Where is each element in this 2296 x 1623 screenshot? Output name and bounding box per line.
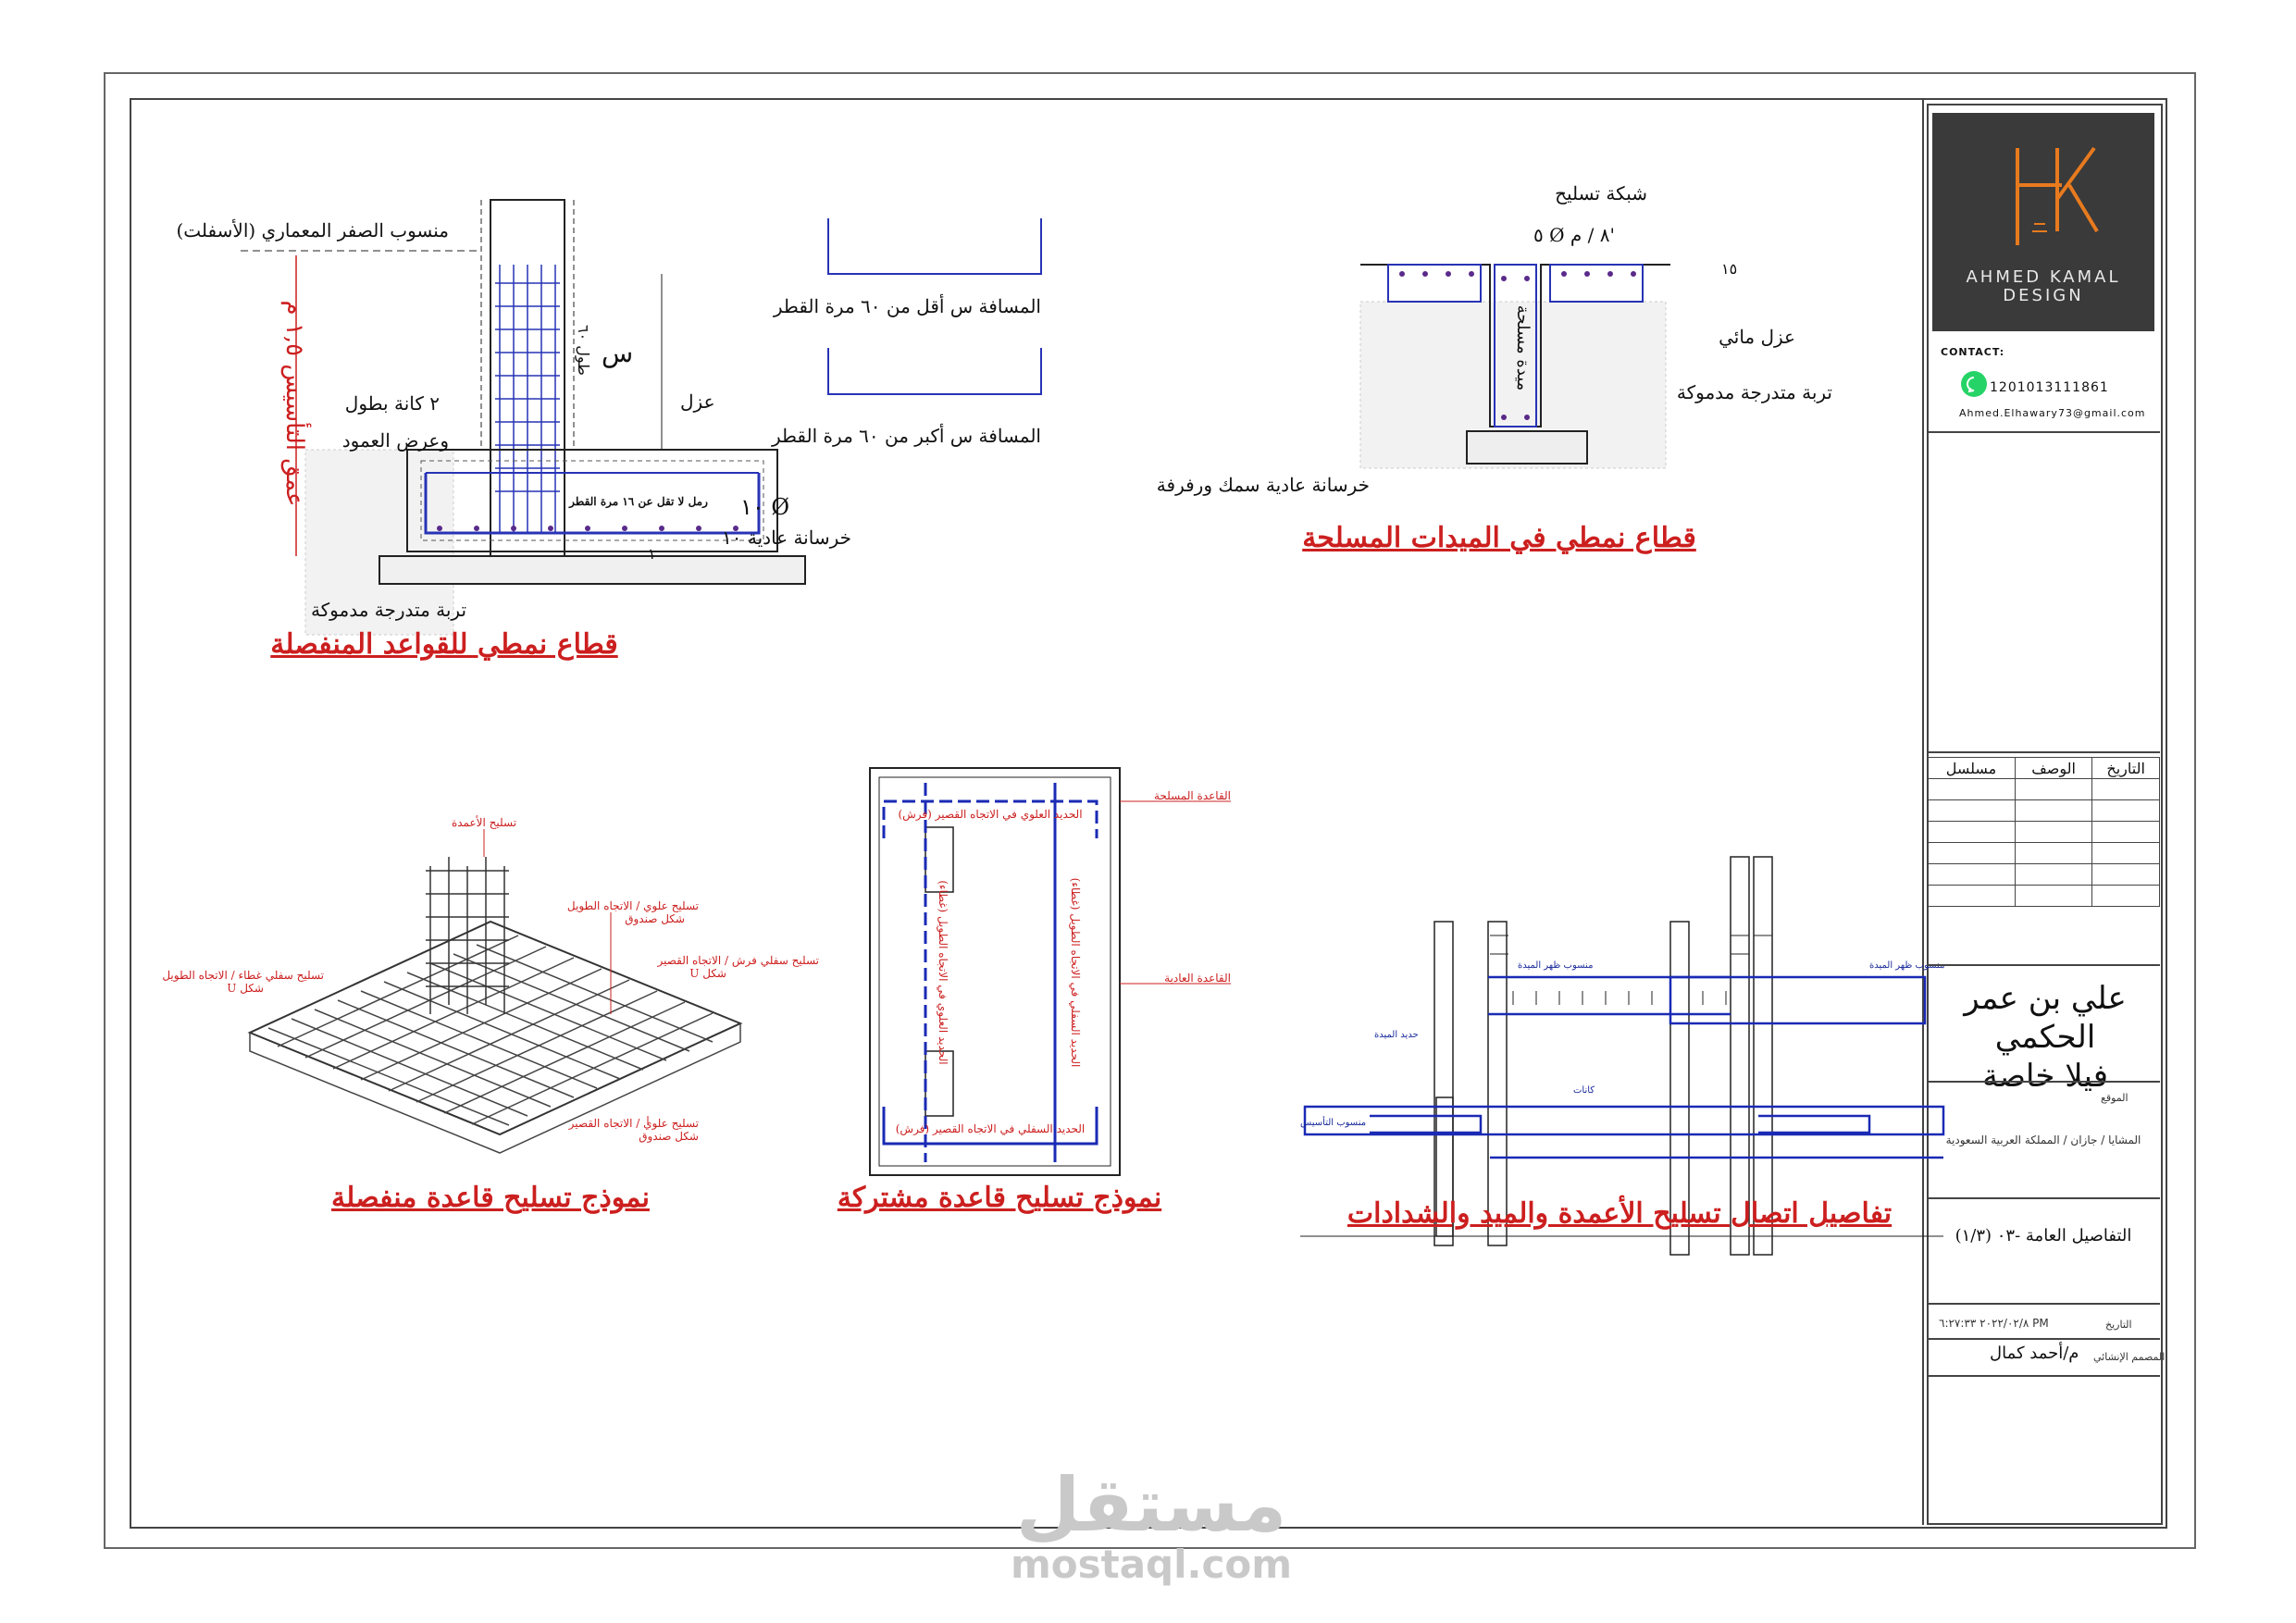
table-row xyxy=(1928,822,2160,843)
combined-top-short-label: الحديد العلوي في الاتجاه القصير (فرش) xyxy=(898,808,1083,821)
engineer-name: م/أحمد كمال xyxy=(1990,1344,2079,1363)
top-level-label-1: منسوب ظهر الميدة xyxy=(1518,960,1594,971)
combined-model-title: نموذج تسليح قاعدة مشتركة xyxy=(837,1182,1162,1214)
divider xyxy=(1927,751,2160,753)
combined-plain-label: القاعدة العادية xyxy=(1164,972,1231,985)
beam-label: ميدة مسلحة xyxy=(1513,304,1533,391)
watermark-arabic: مستقل xyxy=(1015,1462,1287,1548)
client-block xyxy=(1939,979,2152,1096)
one-label: ١ xyxy=(648,545,656,563)
beam-rebar-label: حديد الميدة xyxy=(1374,1030,1419,1040)
watermark-latin: mostaql.com xyxy=(1011,1542,1292,1587)
bot-short2-label: شكل صندوق xyxy=(639,1130,699,1143)
zero-level-label: منسوب الصفر المعماري (الأسفلت) xyxy=(176,219,449,242)
bar-note-label: رمل لا تقل عن ١٦ مرة القطر xyxy=(569,495,708,508)
stirrups-label: كانات xyxy=(1573,1085,1595,1096)
title-block-divider xyxy=(1922,98,1924,1525)
table-row xyxy=(1928,843,2160,864)
tie-beam-section xyxy=(1157,182,1832,554)
location-label: الموقع xyxy=(2101,1092,2128,1104)
top-level-label-2: منسوب ظهر الميدة xyxy=(1869,960,1945,971)
sheet-title: (١/٣) التفاصيل العامة -٠٣ xyxy=(1955,1226,2132,1245)
brand-name-line2: DESIGN xyxy=(2003,286,2084,305)
table-row xyxy=(1928,864,2160,886)
divider xyxy=(1927,1197,2160,1199)
divider xyxy=(1927,964,2160,966)
dia-label: ١٠ Ø xyxy=(740,494,790,520)
divider xyxy=(1927,1081,2160,1083)
col-rebar-label: تسليح الأعمدة xyxy=(451,816,517,829)
bottom-level-label: منسوب التأسيس xyxy=(1300,1118,1367,1128)
client-name: علي بن عمر الحكمي xyxy=(1964,980,2127,1056)
isolated-footing-section xyxy=(176,200,851,661)
engineer-label: المصمم الإنشائي xyxy=(2093,1351,2166,1363)
u2-label: U شكل xyxy=(227,982,264,995)
connection-details xyxy=(1300,857,1944,1255)
plain-concrete-label: خرسانة عادية ١٠ xyxy=(722,527,851,549)
email-address[interactable]: Ahmed.Elhawary73@gmail.com xyxy=(1959,407,2146,419)
drawing-area xyxy=(130,98,1945,1525)
isolated-model xyxy=(162,815,819,1214)
connection-title: تفاصيل اتصال تسليح الأعمدة والميد والشدادات xyxy=(1347,1197,1893,1230)
divider xyxy=(1927,1303,2160,1305)
ak-monogram-icon xyxy=(1932,120,2154,268)
combined-bot-long-label: الحديد السفلي في الاتجاه الطويل (غطاء) xyxy=(1069,877,1082,1068)
table-row xyxy=(1928,800,2160,822)
divider xyxy=(1927,431,2160,433)
mesh-spec-label: ٥ Ø ٨ / م' xyxy=(1533,224,1615,246)
date-value: ٢٠٢٢/٠٢/٨ ٦:٢٧:٣٣ PM xyxy=(1939,1317,2049,1330)
watermark xyxy=(1011,1462,1292,1587)
kana-label: ٢ كانة بطول xyxy=(344,392,440,415)
tie-soil-label: تربة متدرجة مدموكة xyxy=(1676,381,1832,403)
top-long-label: تسليح علوي / الاتجاه الطويل xyxy=(566,899,699,912)
bot-short-label: تسليح علوي / الاتجاه القصير xyxy=(568,1117,699,1130)
tie-beam-title: قطاع نمطي في الميدات المسلحة xyxy=(1302,522,1696,554)
distance-less-note: المسافة س أقل من ٦٠ مرة القطر xyxy=(773,295,1041,317)
revision-table xyxy=(1927,757,2160,907)
whatsapp-icon xyxy=(1961,371,1987,397)
water-insulation-label: عزل مائي xyxy=(1719,326,1795,348)
header-date: التاريخ xyxy=(2092,758,2160,779)
combined-top-rebar-label: القاعدة المسلحة xyxy=(1153,789,1231,802)
depth-label: عمق التأسيس ١,٥ م xyxy=(280,300,308,507)
dim-label: ١٥ xyxy=(1721,260,1738,278)
brand-logo xyxy=(1932,113,2154,331)
header-serial: مسلسل xyxy=(1928,758,2016,779)
table-row xyxy=(1928,886,2160,907)
distance-more-note: المسافة س أكبر من ٦٠ مرة القطر xyxy=(771,425,1041,447)
phone-number[interactable]: 1201013111861 xyxy=(1990,380,2109,395)
combined-bot-short-label: الحديد السفلي في الاتجاه القصير (فرش) xyxy=(895,1122,1086,1135)
date-label: التاريخ xyxy=(2105,1319,2132,1331)
kana2-label: وعرض العمود xyxy=(341,429,449,452)
combined-top-long-label: الحديد العلوي في الاتجاه الطويل (غطاء) xyxy=(937,880,949,1065)
tie-plain-concrete-label: خرسانة عادية سمك ورفرفة xyxy=(1156,474,1370,496)
header-description: الوصف xyxy=(2015,758,2091,779)
distance-notes xyxy=(771,218,1041,447)
lap-label: طول ٦٠ xyxy=(575,325,592,376)
insulation-label: عزل xyxy=(680,390,715,413)
table-row xyxy=(1928,779,2160,800)
combined-model xyxy=(838,768,1231,1214)
top-long2-label: شكل صندوق xyxy=(625,912,685,925)
divider xyxy=(1927,1375,2160,1377)
u1-label: U شكل xyxy=(689,967,726,980)
divider xyxy=(1927,1338,2160,1340)
soil-label: تربة متدرجة مدموكة xyxy=(310,599,467,621)
isolated-footing-title: قطاع نمطي للقواعد المنفصلة xyxy=(270,628,618,661)
isolated-model-title: نموذج تسليح قاعدة منفصلة xyxy=(331,1182,650,1214)
top-short-label: تسليح سفلي فرش / الاتجاه القصير xyxy=(657,954,819,967)
contact-label: CONTACT: xyxy=(1941,346,2005,358)
mesh-label: شبكة تسليح xyxy=(1555,182,1647,204)
bot-long-label: تسليح سفلي غطاء / الاتجاه الطويل xyxy=(162,969,324,982)
project-type: فيلا خاصة xyxy=(1981,1058,2109,1095)
brand-name-line1: AHMED KAMAL xyxy=(1966,267,2121,287)
location-value: المشايا / جازان / المملكة العربية السعودية xyxy=(1945,1134,2141,1146)
s-label: س xyxy=(602,338,634,368)
